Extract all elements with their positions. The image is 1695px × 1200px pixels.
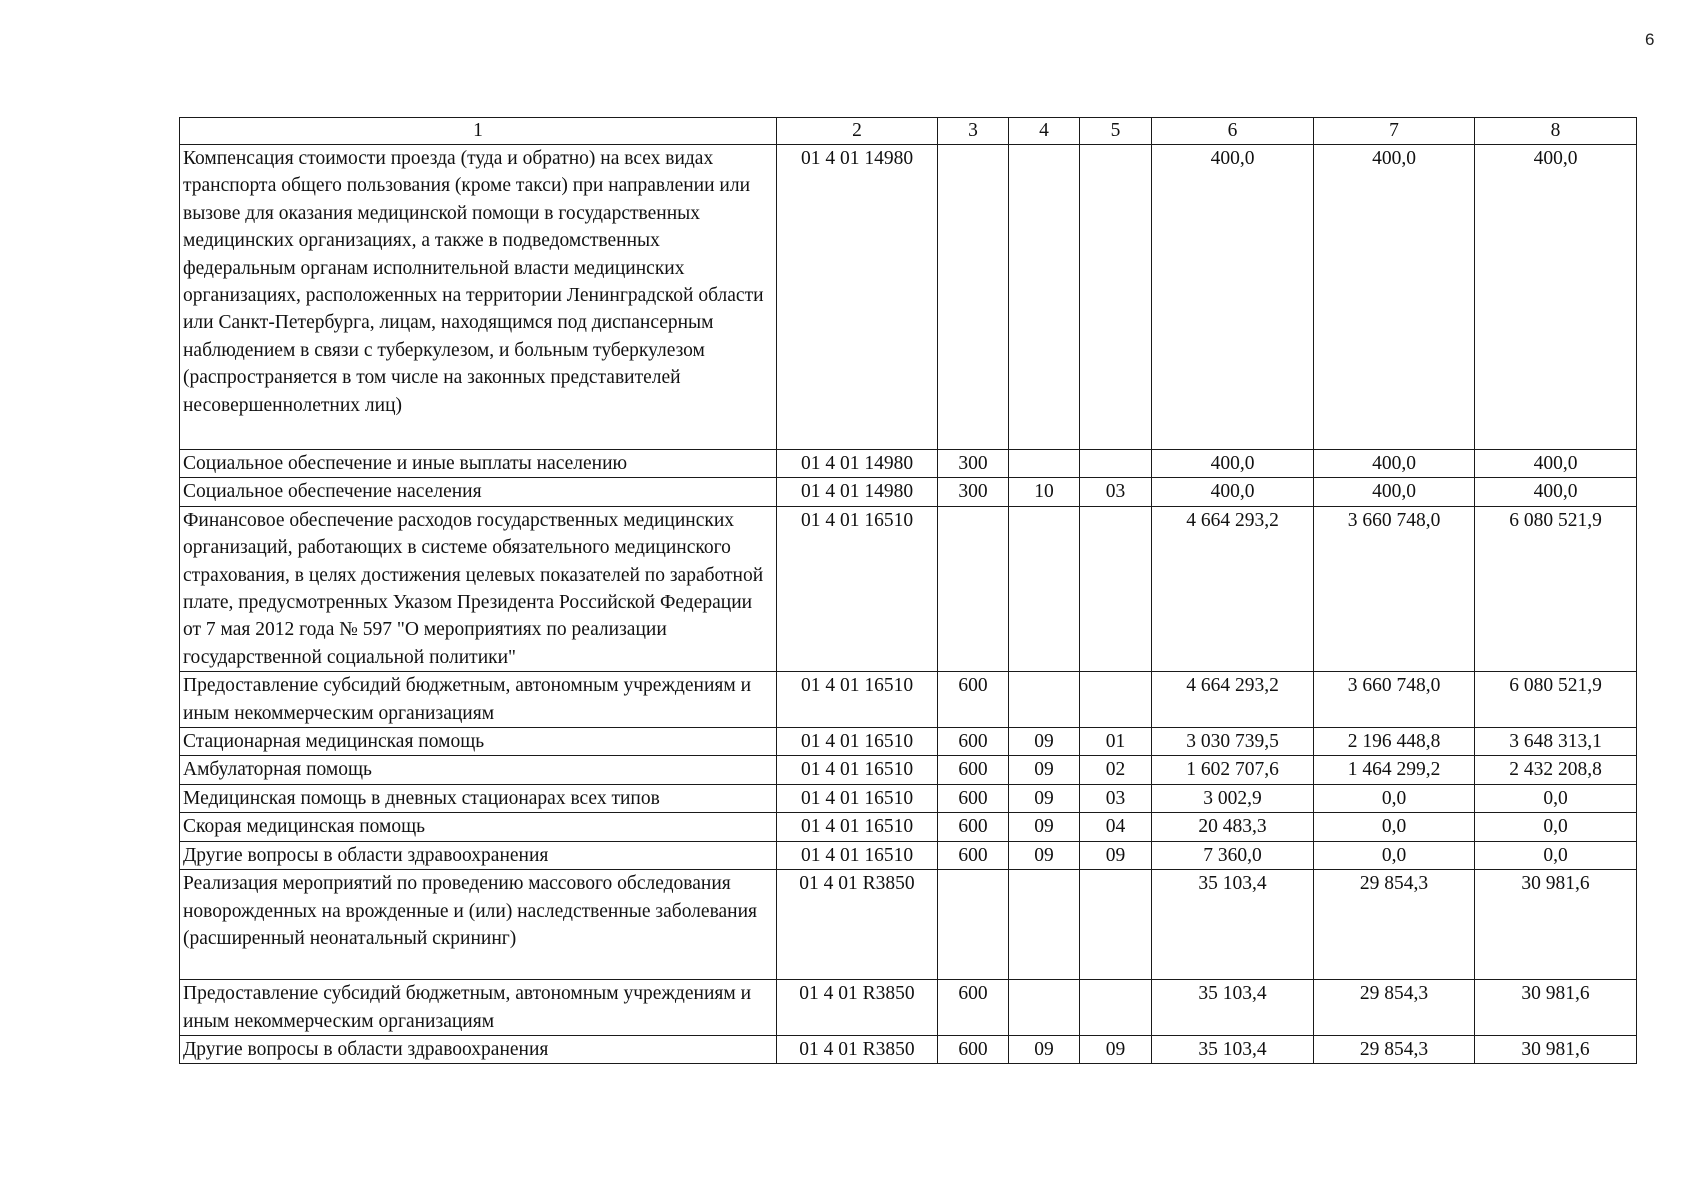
row-col5: 02 [1080, 756, 1152, 784]
row-col3 [938, 506, 1009, 671]
row-col4: 10 [1009, 478, 1080, 506]
row-code: 01 4 01 16510 [777, 506, 938, 671]
row-col7: 0,0 [1314, 813, 1475, 841]
row-description: Другие вопросы в области здравоохранения [180, 1035, 777, 1063]
row-col3 [938, 870, 1009, 980]
column-header-2: 2 [777, 118, 938, 145]
row-col5: 09 [1080, 1035, 1152, 1063]
row-col4: 09 [1009, 841, 1080, 869]
row-col8: 30 981,6 [1475, 980, 1637, 1036]
row-col7: 0,0 [1314, 784, 1475, 812]
row-col5: 03 [1080, 784, 1152, 812]
row-col3: 600 [938, 813, 1009, 841]
row-col4: 09 [1009, 728, 1080, 756]
column-header-6: 6 [1152, 118, 1314, 145]
table-row [180, 450, 1637, 478]
row-code: 01 4 01 R3850 [777, 1035, 938, 1063]
row-col3: 600 [938, 1035, 1009, 1063]
row-col5 [1080, 450, 1152, 478]
row-code: 01 4 01 16510 [777, 672, 938, 728]
column-header-4: 4 [1009, 118, 1080, 145]
row-col6: 3 002,9 [1152, 784, 1314, 812]
row-description: Компенсация стоимости проезда (туда и обратно) на всех видах транспорта общего пользования (кроме такси) при направлении или вызове для оказания медицинской помощи в государственных медицинских организациях, а также в подведомственных федеральным органам исполнительной власти медицинских организациях, расположенных на территории Ленинградской области или Санкт-Петербурга, лицам, находящимся под диспансерным наблюдением в связи с туберкулезом, и больным туберкулезом (распространяется в том числе на законных представителей несовершеннолетних лиц) [180, 145, 777, 450]
row-col4 [1009, 145, 1080, 450]
row-col3: 600 [938, 672, 1009, 728]
row-col4 [1009, 506, 1080, 671]
row-col3: 600 [938, 784, 1009, 812]
row-col7: 400,0 [1314, 450, 1475, 478]
row-col7: 400,0 [1314, 478, 1475, 506]
table-row [180, 145, 1637, 450]
column-header-8: 8 [1475, 118, 1637, 145]
row-col7: 29 854,3 [1314, 870, 1475, 980]
column-header-7: 7 [1314, 118, 1475, 145]
row-col5: 04 [1080, 813, 1152, 841]
row-col4: 09 [1009, 784, 1080, 812]
row-code: 01 4 01 16510 [777, 784, 938, 812]
row-col6: 35 103,4 [1152, 1035, 1314, 1063]
row-col4 [1009, 870, 1080, 980]
row-col6: 35 103,4 [1152, 980, 1314, 1036]
row-col7: 1 464 299,2 [1314, 756, 1475, 784]
row-col6: 400,0 [1152, 478, 1314, 506]
row-col3 [938, 145, 1009, 450]
row-code: 01 4 01 16510 [777, 728, 938, 756]
row-col4 [1009, 450, 1080, 478]
row-col3: 300 [938, 450, 1009, 478]
row-code: 01 4 01 14980 [777, 450, 938, 478]
row-description: Другие вопросы в области здравоохранения [180, 841, 777, 869]
row-description: Предоставление субсидий бюджетным, автономным учреждениям и иным некоммерческим организациям [180, 980, 777, 1036]
table-row [180, 672, 1637, 728]
table-row [180, 813, 1637, 841]
table-header-row [180, 118, 1637, 145]
row-col8: 30 981,6 [1475, 870, 1637, 980]
row-col8: 6 080 521,9 [1475, 672, 1637, 728]
row-col5 [1080, 506, 1152, 671]
row-description: Финансовое обеспечение расходов государственных медицинских организаций, работающих в системе обязательного медицинского страхования, в целях достижения целевых показателей по заработной плате, предусмотренных Указом Президента Российской Федерации от 7 мая 2012 года № 597 "О мероприятиях по реализации государственной социальной политики" [180, 506, 777, 671]
row-col8: 400,0 [1475, 478, 1637, 506]
table-row [180, 784, 1637, 812]
row-code: 01 4 01 16510 [777, 813, 938, 841]
row-description: Социальное обеспечение населения [180, 478, 777, 506]
row-col7: 29 854,3 [1314, 980, 1475, 1036]
row-col5 [1080, 672, 1152, 728]
row-description: Реализация мероприятий по проведению массового обследования новорожденных на врожденные и (или) наследственные заболевания (расширенный неонатальный скрининг) [180, 870, 777, 980]
row-col5 [1080, 980, 1152, 1036]
row-col8: 0,0 [1475, 784, 1637, 812]
row-description: Амбулаторная помощь [180, 756, 777, 784]
row-col6: 3 030 739,5 [1152, 728, 1314, 756]
row-col6: 400,0 [1152, 450, 1314, 478]
column-header-1: 1 [180, 118, 777, 145]
row-col4: 09 [1009, 1035, 1080, 1063]
page-number: 6 [1645, 30, 1655, 49]
row-description: Медицинская помощь в дневных стационарах всех типов [180, 784, 777, 812]
table-row [180, 478, 1637, 506]
table-row [180, 728, 1637, 756]
table-row [180, 841, 1637, 869]
row-col8: 30 981,6 [1475, 1035, 1637, 1063]
row-col5: 09 [1080, 841, 1152, 869]
row-code: 01 4 01 14980 [777, 145, 938, 450]
table-row [180, 506, 1637, 671]
row-code: 01 4 01 R3850 [777, 870, 938, 980]
row-col6: 20 483,3 [1152, 813, 1314, 841]
row-col4: 09 [1009, 756, 1080, 784]
row-col5 [1080, 870, 1152, 980]
row-col4 [1009, 672, 1080, 728]
table-row [180, 870, 1637, 980]
row-col3: 600 [938, 728, 1009, 756]
row-col4: 09 [1009, 813, 1080, 841]
row-col3: 600 [938, 980, 1009, 1036]
row-col6: 4 664 293,2 [1152, 672, 1314, 728]
row-col8: 2 432 208,8 [1475, 756, 1637, 784]
row-col8: 400,0 [1475, 450, 1637, 478]
row-col7: 29 854,3 [1314, 1035, 1475, 1063]
row-col3: 300 [938, 478, 1009, 506]
column-header-3: 3 [938, 118, 1009, 145]
row-col6: 7 360,0 [1152, 841, 1314, 869]
row-col6: 400,0 [1152, 145, 1314, 450]
row-col8: 6 080 521,9 [1475, 506, 1637, 671]
row-col8: 3 648 313,1 [1475, 728, 1637, 756]
row-description: Стационарная медицинская помощь [180, 728, 777, 756]
row-code: 01 4 01 14980 [777, 478, 938, 506]
row-col6: 35 103,4 [1152, 870, 1314, 980]
column-header-5: 5 [1080, 118, 1152, 145]
table-row [180, 756, 1637, 784]
row-col5: 03 [1080, 478, 1152, 506]
row-col7: 2 196 448,8 [1314, 728, 1475, 756]
row-col5 [1080, 145, 1152, 450]
row-description: Скорая медицинская помощь [180, 813, 777, 841]
row-col6: 1 602 707,6 [1152, 756, 1314, 784]
row-code: 01 4 01 16510 [777, 841, 938, 869]
row-col8: 400,0 [1475, 145, 1637, 450]
table-row [180, 1035, 1637, 1063]
row-code: 01 4 01 R3850 [777, 980, 938, 1036]
row-col7: 0,0 [1314, 841, 1475, 869]
row-col7: 3 660 748,0 [1314, 672, 1475, 728]
row-col3: 600 [938, 841, 1009, 869]
budget-table [179, 117, 1637, 1064]
row-col5: 01 [1080, 728, 1152, 756]
row-col7: 400,0 [1314, 145, 1475, 450]
row-description: Предоставление субсидий бюджетным, автономным учреждениям и иным некоммерческим организациям [180, 672, 777, 728]
row-col6: 4 664 293,2 [1152, 506, 1314, 671]
row-col8: 0,0 [1475, 813, 1637, 841]
row-description: Социальное обеспечение и иные выплаты населению [180, 450, 777, 478]
row-col3: 600 [938, 756, 1009, 784]
row-col7: 3 660 748,0 [1314, 506, 1475, 671]
row-code: 01 4 01 16510 [777, 756, 938, 784]
table-row [180, 980, 1637, 1036]
row-col4 [1009, 980, 1080, 1036]
row-col8: 0,0 [1475, 841, 1637, 869]
